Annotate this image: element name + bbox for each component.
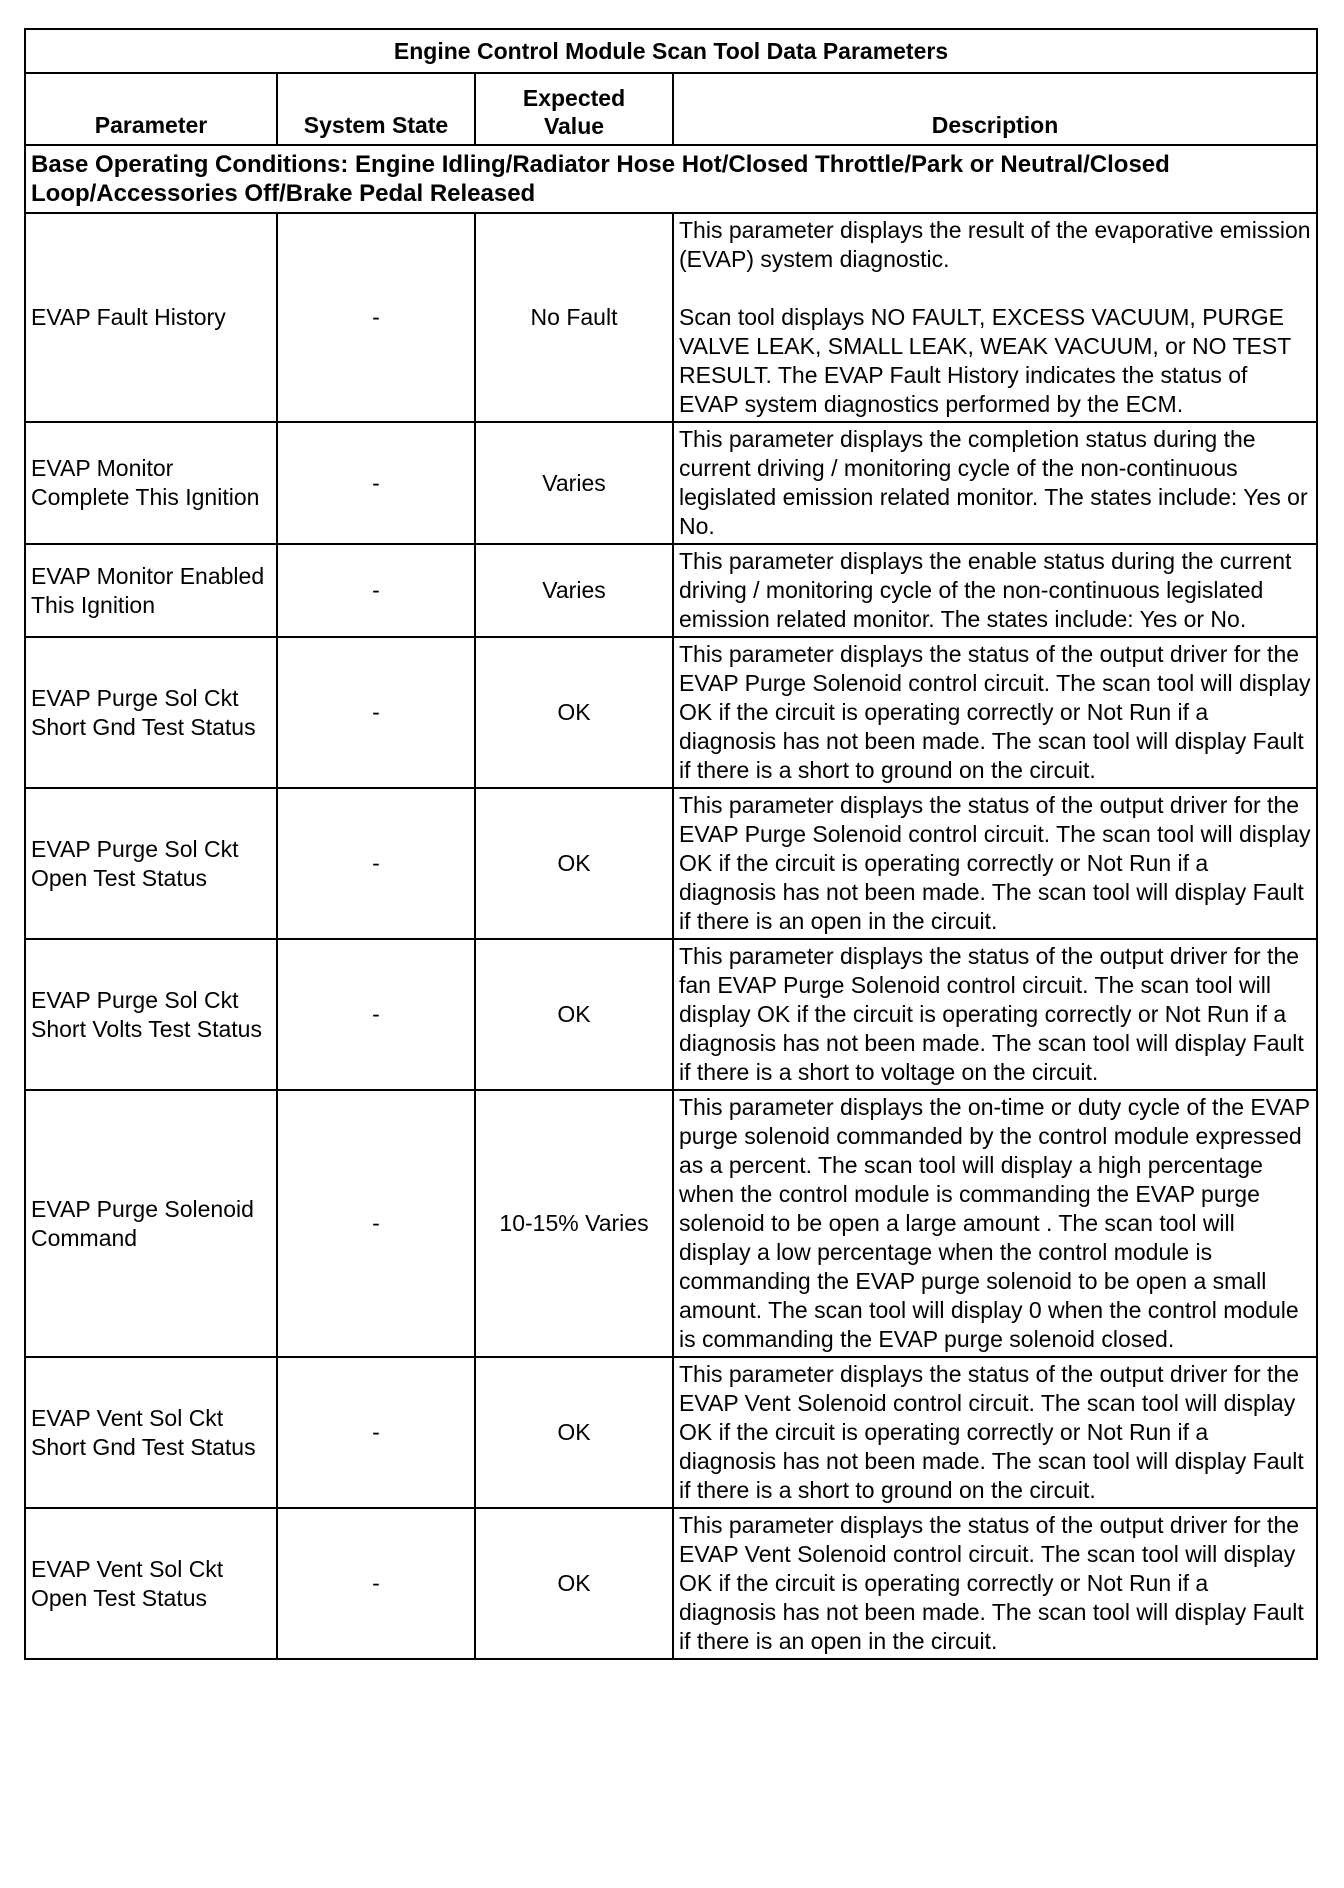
parameter-name: EVAP Purge Sol Ckt Short Volts Test Status [25, 939, 277, 1090]
system-state-value: - [277, 1357, 475, 1508]
description-cell [673, 788, 1317, 939]
description-cell [673, 939, 1317, 1090]
system-state-value: - [277, 788, 475, 939]
description-cell [673, 1090, 1317, 1357]
description-cell [673, 1508, 1317, 1659]
scan-tool-data-table [24, 28, 1318, 1660]
column-header-expected-value: Expected Value [475, 73, 673, 145]
expected-value: OK [475, 1357, 673, 1508]
table-row [25, 422, 1317, 544]
description-paragraph: This parameter displays the status of the output driver for the EVAP Vent Solenoid control circuit. The scan tool will display OK if the circuit is operating correctly or Not Run if a diagnosis has not been made. The scan tool will display Fault if there is a short to ground on the circuit. [679, 1361, 1304, 1503]
description-cell [673, 544, 1317, 637]
expected-value: 10-15% Varies [475, 1090, 673, 1357]
description-cell [673, 422, 1317, 544]
table-row [25, 939, 1317, 1090]
expected-value: Varies [475, 544, 673, 637]
table-row [25, 1357, 1317, 1508]
description-cell [673, 213, 1317, 422]
expected-value: OK [475, 1508, 673, 1659]
system-state-value: - [277, 213, 475, 422]
system-state-value: - [277, 637, 475, 788]
description-cell [673, 637, 1317, 788]
system-state-value: - [277, 1508, 475, 1659]
system-state-value: - [277, 939, 475, 1090]
parameter-name: EVAP Fault History [25, 213, 277, 422]
table-row [25, 637, 1317, 788]
system-state-value: - [277, 1090, 475, 1357]
column-header-system-state: System State [277, 73, 475, 145]
expected-value: OK [475, 788, 673, 939]
description-paragraph: Scan tool displays NO FAULT, EXCESS VACUUM, PURGE VALVE LEAK, SMALL LEAK, WEAK VACUUM, or NO TEST RESULT. The EVAP Fault History indicates the status of EVAP system diagnostics performed by the ECM. [679, 304, 1291, 417]
parameter-name: EVAP Purge Sol Ckt Open Test Status [25, 788, 277, 939]
table-row [25, 1090, 1317, 1357]
column-header-description: Description [673, 73, 1317, 145]
parameter-name: EVAP Vent Sol Ckt Open Test Status [25, 1508, 277, 1659]
column-header-parameter: Parameter [25, 73, 277, 145]
description-paragraph: This parameter displays the on-time or duty cycle of the EVAP purge solenoid commanded by the control module expressed as a percent. The scan tool will display a high percentage when the control module is commanding the EVAP purge solenoid to be open a large amount . The scan tool will display a low percentage when the control module is commanding the EVAP purge solenoid to be open a small amount. The scan tool will display 0 when the control module is commanding the EVAP purge solenoid closed. [679, 1094, 1310, 1352]
system-state-value: - [277, 544, 475, 637]
table-row [25, 544, 1317, 637]
table-row [25, 1508, 1317, 1659]
expected-value: OK [475, 939, 673, 1090]
description-paragraph: This parameter displays the status of the output driver for the EVAP Vent Solenoid control circuit. The scan tool will display OK if the circuit is operating correctly or Not Run if a diagnosis has not been made. The scan tool will display Fault if there is an open in the circuit. [679, 1512, 1304, 1654]
parameter-name: EVAP Vent Sol Ckt Short Gnd Test Status [25, 1357, 277, 1508]
parameter-name: EVAP Purge Sol Ckt Short Gnd Test Status [25, 637, 277, 788]
table-row [25, 788, 1317, 939]
parameter-name: EVAP Monitor Complete This Ignition [25, 422, 277, 544]
description-cell [673, 1357, 1317, 1508]
description-paragraph: This parameter displays the status of the output driver for the fan EVAP Purge Solenoid control circuit. The scan tool will display OK if the circuit is operating correctly or Not Run if a diagnosis has not been made. The scan tool will display Fault if there is a short to voltage on the circuit. [679, 943, 1304, 1085]
expected-value: Varies [475, 422, 673, 544]
base-operating-conditions: Base Operating Conditions: Engine Idling/Radiator Hose Hot/Closed Throttle/Park or Neutral/Closed Loop/Accessories Off/Brake Pedal Released [25, 145, 1317, 213]
description-paragraph: This parameter displays the status of the output driver for the EVAP Purge Solenoid control circuit. The scan tool will display OK if the circuit is operating correctly or Not Run if a diagnosis has not been made. The scan tool will display Fault if there is a short to ground on the circuit. [679, 641, 1311, 783]
table-row [25, 213, 1317, 422]
parameter-name: EVAP Purge Solenoid Command [25, 1090, 277, 1357]
description-paragraph: This parameter displays the result of the evaporative emission (EVAP) system diagnostic. [679, 217, 1311, 272]
table-title: Engine Control Module Scan Tool Data Parameters [25, 29, 1317, 73]
description-paragraph: This parameter displays the completion status during the current driving / monitoring cycle of the non-continuous legislated emission related monitor. The states include: Yes or No. [679, 426, 1308, 539]
expected-value: No Fault [475, 213, 673, 422]
system-state-value: - [277, 422, 475, 544]
expected-value: OK [475, 637, 673, 788]
description-paragraph: This parameter displays the enable status during the current driving / monitoring cycle of the non-continuous legislated emission related monitor. The states include: Yes or No. [679, 548, 1292, 632]
description-paragraph: This parameter displays the status of the output driver for the EVAP Purge Solenoid control circuit. The scan tool will display OK if the circuit is operating correctly or Not Run if a diagnosis has not been made. The scan tool will display Fault if there is an open in the circuit. [679, 792, 1311, 934]
parameter-name: EVAP Monitor Enabled This Ignition [25, 544, 277, 637]
